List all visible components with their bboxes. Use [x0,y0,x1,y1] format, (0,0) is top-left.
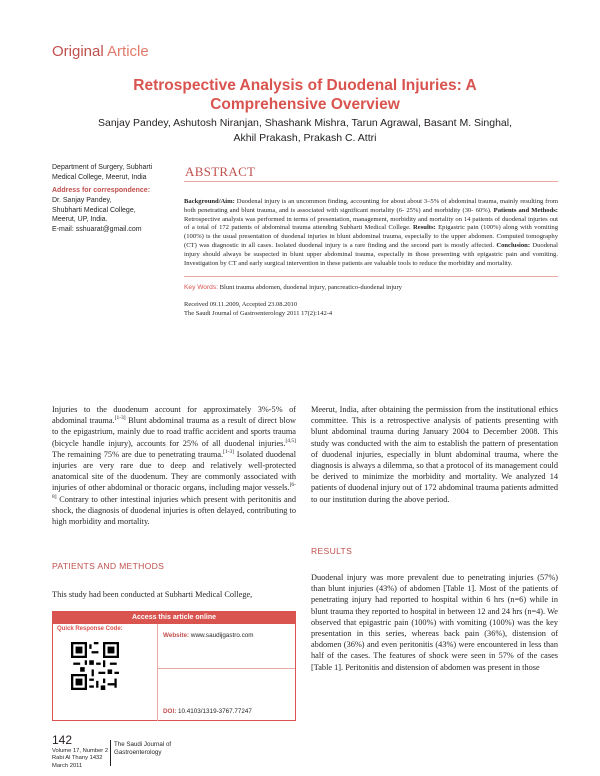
footer-journal-line1: The Saudi Journal of [114,741,172,748]
website-label: Website: [163,632,190,639]
footer-journal [114,741,171,757]
access-box [52,611,296,721]
methods-heading: PATIENTS AND METHODS [52,561,165,571]
doi-row [163,708,252,715]
doi-label: DOI: [163,708,177,715]
abstract-background: Duodenal injury is an uncommon finding, accounting for about about 3–5% of abdominal trauma, mainly resulting from both penetrating and blunt trauma, and is associated with significant mortality (6- 25%) and morbidity (30- 60%). [184,198,558,214]
correspondence-name: Dr. Sanjay Pandey, [52,197,112,204]
abstract-divider [184,181,558,182]
access-box-hline [157,668,295,669]
intro-text-5: Contrary to other intestinal injuries which present with peritonitis and shock, the diagnosis of duodenal injuries is often delayed, contributing to high morbidity and mortality. [52,494,296,527]
correspondence [52,196,177,234]
ref-3[interactable]: [1-3] [223,449,235,456]
qr-code-icon[interactable] [71,642,119,690]
footer-hijri: Rabi Al Thany 1432 [52,755,103,762]
abstract-methods-label: Patients and Methods: [493,206,558,214]
abstract-results: Epigastric pain (100%) along with vomiting (100%) is the usual presentation of duodenal injuries in blunt abdominal trauma, especially to the upper abdomen. Computed tomography (CT) was diagnostic in all cases. Isolated duodenal injury is a rare finding and the second part is mostly affected. [184,224,558,249]
ref-2[interactable]: [4,5] [285,437,296,444]
doi-link[interactable]: 10.4103/1319-3767.77247 [178,708,252,715]
citation: The Saudi Journal of Gastroenterology 2011 17(2):142-4 [184,310,333,317]
article-type-word2: Article [107,43,149,60]
authors [70,116,540,146]
article-type-word1: Original [52,43,104,60]
intro-paragraph [52,404,296,527]
abstract-background-label: Background/Aim: [184,198,235,205]
received-dates: Received 09.11.2009, Accepted 23.08.2010 [184,301,298,308]
results-heading: RESULTS [311,546,353,556]
correspondence-line1: Shubharti Medical College, [52,206,136,214]
correspondence-heading: Address for correspondence: [52,187,151,194]
authors-line-2: Akhil Prakash, Prakash C. Attri [233,132,377,144]
footer-volume-info [52,748,108,770]
received-info [184,300,332,318]
correspondence-line2: Meerut, UP, India. [52,216,108,223]
footer-journal-line2: Gastroenterology [114,749,162,756]
footer-volume: Volume 17, Number 2 [52,748,109,754]
footer-date: March 2011 [52,762,83,769]
methods-paragraph: This study had been conducted at Subharti Medical College, [52,590,253,599]
article-type [52,43,149,60]
intro-text-2: Blunt abdominal trauma as a result of direct blow to the epigastrium, mainly due to road traffic accident and sports trauma (bicycle handle injury), accounts for 25% of all duodenal injuries. [52,416,296,448]
correspondence-email[interactable]: E-mail: sshuarat@gmail.com [52,225,142,233]
website-link[interactable]: www.saudijgastro.com [190,632,254,639]
page-number: 142 [52,733,73,747]
keywords-divider [184,276,558,277]
abstract-heading: ABSTRACT [185,164,256,179]
abstract-body [184,198,558,268]
article-title: Retrospective Analysis of Duodenal Injuries: A Comprehensive Overview [133,77,477,113]
authors-line-1: Sanjay Pandey, Ashutosh Niranjan, Shashank Mishra, Tarun Agrawal, Basant M. Singhal, [97,117,513,129]
abstract-results-label: Results: [413,224,436,232]
access-box-title: Access this article online [53,612,295,624]
keywords-text: Blunt trauma abdomen, duodenal injury, pancreatico-duodenal injury [219,284,402,291]
website-row [163,632,254,639]
footer-divider [110,740,111,766]
intro-text-3: The remaining 75% are due to penetrating trauma. [52,449,224,459]
keywords-label: Key Words: [184,284,218,291]
intro-text-4: Isolated duodenal injuries are very rare due to deep and relatively well-protected anatomical site of the duodenum. They are commonly associated with injuries of other abdominal or thoracic organs, including major vessels. [52,449,296,493]
qr-label: Quick Response Code: [57,626,123,632]
abstract-conclusion-label: Conclusion: [496,241,531,249]
ref-4[interactable]: [6-8] [52,482,296,500]
abstract-conclusion: Duodenal injury should always be suspected in blunt upper abdominal trauma, especially in those presenting with epigastric pain and vomiting. Investigation by CT and early surgical intervention in these patients are valuable tools to reduce the morbidity and mortality. [184,241,558,267]
abstract-methods: Retrospective analysis was performed in terms of presentation, management, morbidity and mortality on 14 patients of duodenal injuries out of a total of 172 patients of abdominal trauma attending Subharti Medical College. [184,215,558,232]
access-box-divider [157,624,158,721]
affiliation: Department of Surgery, Subharti Medical College, Meerut, India [52,164,153,181]
col2-paragraph-2: Duodenal injury was more prevalent due to penetrating injuries (57%) than blunt injuries (43%) of abdomen [Table 1]. Most of the patients of penetrating injury had reported to hospital within 6 hrs (n=6) while in blunt trauma they reported to hospital in between 12 and 24 hrs (n=4). We observed that epigastric pain (100%) with vomiting (100%) was the key presentation in this series, whereas back pain (36%), distension of abdomen (36%) and even peritonitis (43%) were encountered in less than half of the cases. The features of shock were seen in 57% of the cases [Table 1]. Peritonitis and distension of abdomen was present in those [311,573,558,672]
keywords [184,284,558,291]
intro-text-1: Injuries to the duodenum account for approximately 3%-5% of abdominal trauma. [52,405,296,426]
col2-paragraph-1: Meerut, India, after obtaining the permission from the institutional ethics committee. This is a retrospective analysis of patients presenting with blunt abdominal trauma during January 2004 to December 2008. This study was conducted with the aim to establish the pattern of presentation of duodenal injuries, especially in blunt abdominal trauma, where the diagnosis is always a dilemma, so that a protocol of its management could be derived to minimize the morbidity and mortality. We analyzed 14 patients of duodenal injury out of 172 abdominal trauma patients admitted to our institution during the above period. [311,405,558,504]
ref-1[interactable]: [1-3] [114,415,126,422]
